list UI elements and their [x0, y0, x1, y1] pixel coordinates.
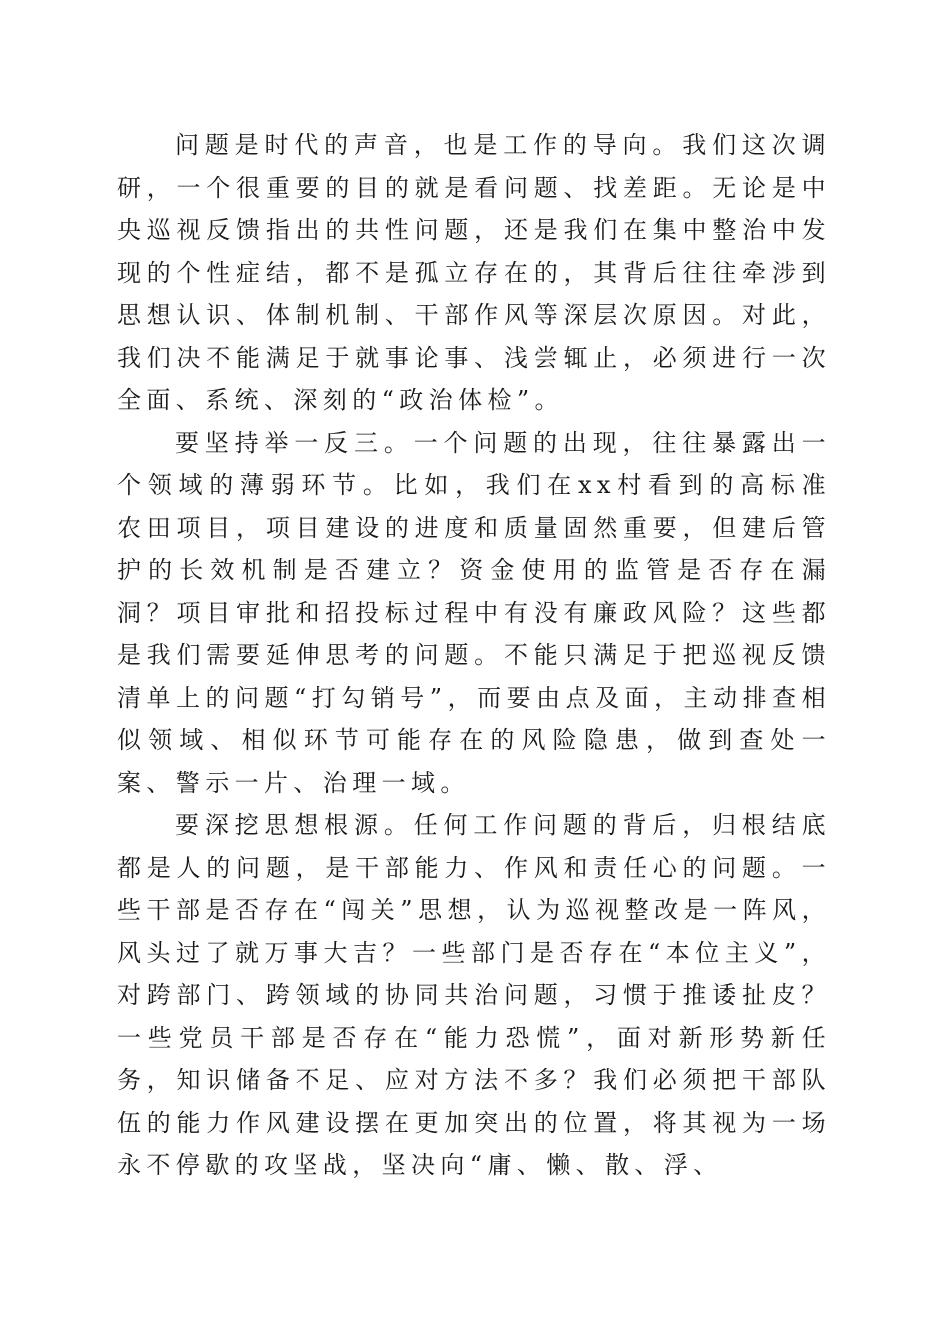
document-body	[117, 124, 831, 1187]
paragraph-2: 要坚持举一反三。一个问题的出现，往往暴露出一个领域的薄弱环节。比如，我们在xx村看到的高标准农田项目，项目建设的进度和质量固然重要，但建后管护的长效机制是否建立？资金使用的监管是否存在漏洞？项目审批和招投标过程中有没有廉政风险？这些都是我们需要延伸思考的问题。不能只满足于把巡视反馈清单上的问题“打勾销号”，而要由点及面，主动排查相似领域、相似环节可能存在的风险隐患，做到查处一案、警示一片、治理一域。	[117, 428, 831, 797]
paragraph-1: 问题是时代的声音，也是工作的导向。我们这次调研，一个很重要的目的就是看问题、找差距。无论是中央巡视反馈指出的共性问题，还是我们在集中整治中发现的个性症结，都不是孤立存在的，其背后往往牵涉到思想认识、体制机制、干部作风等深层次原因。对此，我们决不能满足于就事论事、浅尝辄止，必须进行一次全面、系统、深刻的“政治体检”。	[117, 131, 831, 414]
paragraph-3: 要深挖思想根源。任何工作问题的背后，归根结底都是人的问题，是干部能力、作风和责任心的问题。一些干部是否存在“闯关”思想，认为巡视整改是一阵风，风头过了就万事大吉？一些部门是否存在“本位主义”，对跨部门、跨领域的协同共治问题，习惯于推诿扯皮？一些党员干部是否存在“能力恐慌”，面对新形势新任务，知识储备不足、应对方法不多？我们必须把干部队伍的能力作风建设摆在更加突出的位置，将其视为一场永不停歇的攻坚战，坚决向“庸、懒、散、浮、	[117, 811, 831, 1179]
